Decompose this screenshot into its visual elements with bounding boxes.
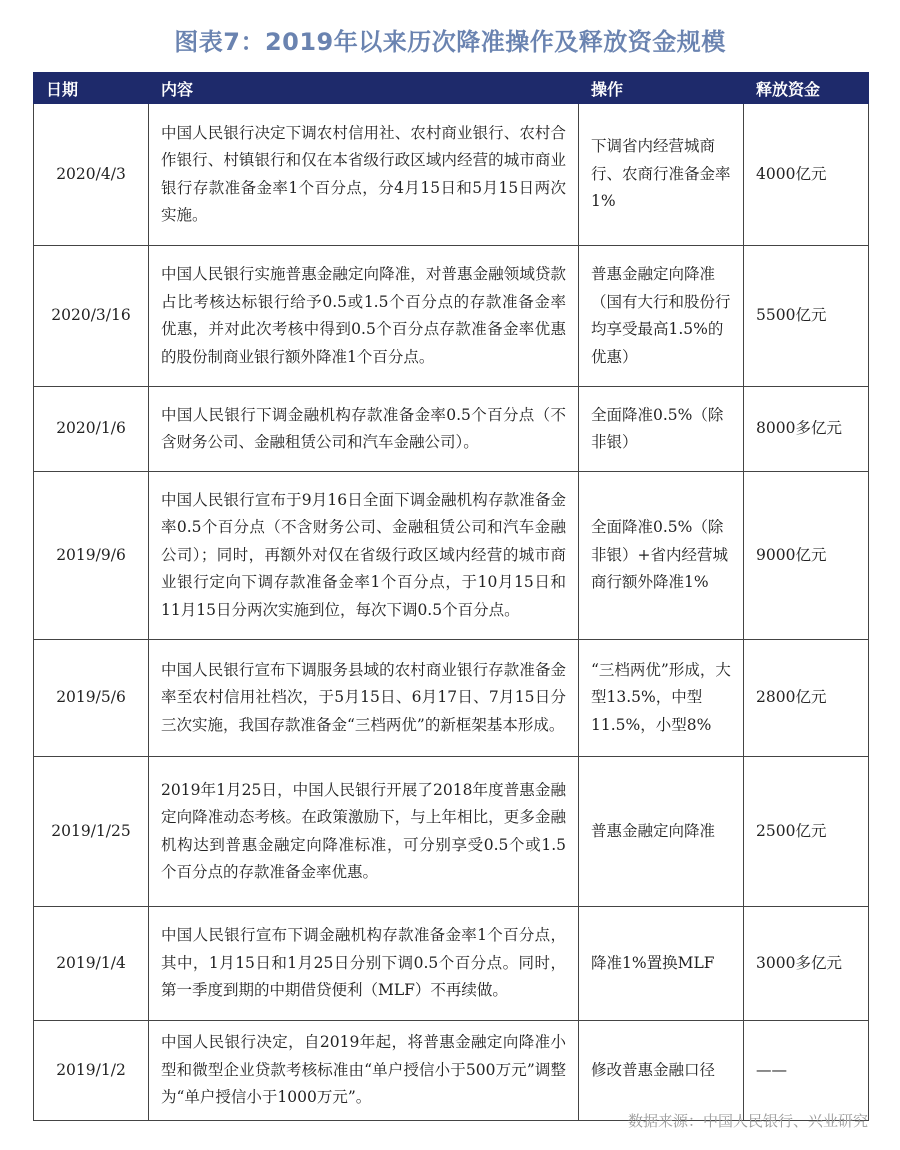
content-cell: 中国人民银行决定下调农村信用社、农村商业银行、农村合作银行、村镇银行和仅在本省级行政区域内经营的城市商业银行存款准备金率1个百分点，分4月15日和5月15日两次实施。 — [149, 104, 579, 246]
amount-cell: 5500亿元 — [744, 246, 869, 387]
table-header-row — [34, 73, 869, 104]
date-cell: 2019/1/25 — [34, 757, 149, 907]
amount-cell: 2500亿元 — [744, 757, 869, 907]
operation-cell: 修改普惠金融口径 — [579, 1021, 744, 1121]
table-row — [34, 1021, 869, 1121]
content-cell: 中国人民银行下调金融机构存款准备金率0.5个百分点（不含财务公司、金融租赁公司和汽车金融公司）。 — [149, 387, 579, 472]
table-row — [34, 104, 869, 246]
operation-cell: 普惠金融定向降准（国有大行和股份行均享受最高1.5%的优惠） — [579, 246, 744, 387]
date-cell: 2019/5/6 — [34, 640, 149, 757]
date-cell: 2019/1/2 — [34, 1021, 149, 1121]
page-title: 图表7：2019年以来历次降准操作及释放资金规模 — [174, 28, 726, 56]
date-cell: 2019/9/6 — [34, 472, 149, 640]
date-cell: 2020/1/6 — [34, 387, 149, 472]
operation-cell: 普惠金融定向降准 — [579, 757, 744, 907]
content-cell: 中国人民银行宣布下调金融机构存款准备金率1个百分点，其中，1月15日和1月25日分别下调0.5个百分点。同时，第一季度到期的中期借贷便利（MLF）不再续做。 — [149, 907, 579, 1021]
content-cell: 中国人民银行决定，自2019年起，将普惠金融定向降准小型和微型企业贷款考核标准由“单户授信小于500万元”调整为“单户授信小于1000万元”。 — [149, 1021, 579, 1121]
operation-cell: 降准1%置换MLF — [579, 907, 744, 1021]
amount-cell: —— — [744, 1021, 869, 1121]
operation-cell: “三档两优”形成，大型13.5%，中型11.5%，小型8% — [579, 640, 744, 757]
table-row — [34, 387, 869, 472]
header-released-funds: 释放资金 — [744, 73, 869, 104]
content-cell: 中国人民银行实施普惠金融定向降准，对普惠金融领域贷款占比考核达标银行给予0.5或1.5个百分点的存款准备金率优惠，并对此次考核中得到0.5个百分点存款准备金率优惠的股份制商业银行额外降准1个百分点。 — [149, 246, 579, 387]
operation-cell: 下调省内经营城商行、农商行准备金率1% — [579, 104, 744, 246]
header-date: 日期 — [34, 73, 149, 104]
header-operation: 操作 — [579, 73, 744, 104]
table-row — [34, 472, 869, 640]
amount-cell: 2800亿元 — [744, 640, 869, 757]
operation-cell: 全面降准0.5%（除非银） — [579, 387, 744, 472]
operation-cell: 全面降准0.5%（除非银）+省内经营城商行额外降准1% — [579, 472, 744, 640]
table-row — [34, 640, 869, 757]
rrr-cut-table — [33, 72, 869, 1121]
header-content: 内容 — [149, 73, 579, 104]
table-row — [34, 757, 869, 907]
amount-cell: 3000多亿元 — [744, 907, 869, 1021]
amount-cell: 9000亿元 — [744, 472, 869, 640]
date-cell: 2020/4/3 — [34, 104, 149, 246]
amount-cell: 8000多亿元 — [744, 387, 869, 472]
content-cell: 中国人民银行宣布于9月16日全面下调金融机构存款准备金率0.5个百分点（不含财务公司、金融租赁公司和汽车金融公司）；同时，再额外对仅在省级行政区域内经营的城市商业银行定向下调存款准备金率1个百分点，于10月15日和11月15日分两次实施到位，每次下调0.5个百分点。 — [149, 472, 579, 640]
amount-cell: 4000亿元 — [744, 104, 869, 246]
data-source-note: 数据来源：中国人民银行、兴业研究 — [627, 1112, 868, 1130]
content-cell: 中国人民银行宣布下调服务县域的农村商业银行存款准备金率至农村信用社档次，于5月15日、6月17日、7月15日分三次实施，我国存款准备金“三档两优”的新框架基本形成。 — [149, 640, 579, 757]
content-cell: 2019年1月25日，中国人民银行开展了2018年度普惠金融定向降准动态考核。在政策激励下，与上年相比，更多金融机构达到普惠金融定向降准标准，可分别享受0.5个或1.5个百分点的存款准备金率优惠。 — [149, 757, 579, 907]
table-row — [34, 907, 869, 1021]
date-cell: 2019/1/4 — [34, 907, 149, 1021]
date-cell: 2020/3/16 — [34, 246, 149, 387]
table-row — [34, 246, 869, 387]
